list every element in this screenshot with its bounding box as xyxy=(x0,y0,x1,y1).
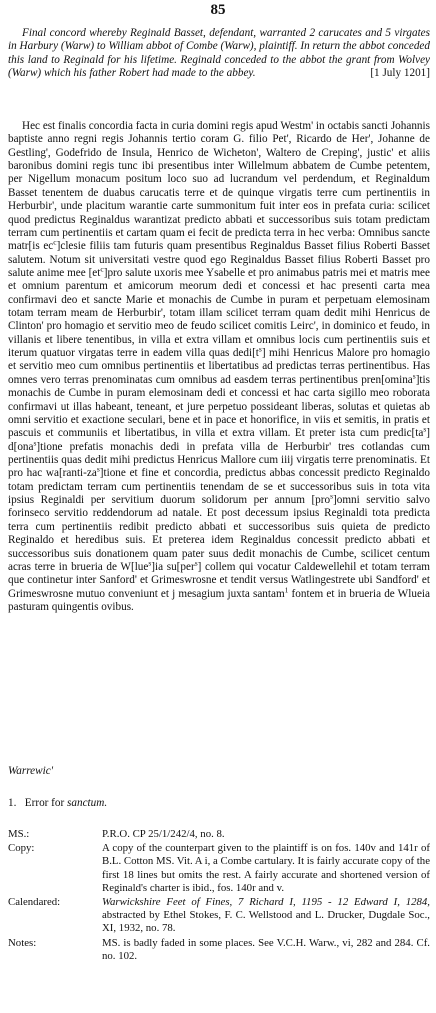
english-summary xyxy=(8,27,430,81)
note-label: MS.: xyxy=(8,828,30,840)
footnote-text: Error for xyxy=(24,797,65,809)
note-text xyxy=(102,896,430,936)
superscript-mark: s xyxy=(258,344,262,354)
note-text: A copy of the counterpart given to the plaintiff is on fos. 140v and 141r of B.L. Cotton MS. Vit. A i, a Combe cartulary. It is fairly accurate copy of the first 18 lines but omits the rest. A fairly accurate and shortened version of Reginald's charter is ibid., fos. 140r and v. xyxy=(102,842,430,894)
note-notes xyxy=(8,937,430,963)
latin-segment: ] mihi Henricus Malore pro homagio et servitio meo cum omnibus pertinentiis et libertatibus ad predictas terras pertinentibus. Has omnes vero terras prenominatas cum omnibus ad easdem terras pertinentibus pren[omina xyxy=(8,347,430,386)
summary-text: Final concord whereby Reginald Basset, defendant, warranted 2 carucates and 5 virgates in Harbury (Warw) to William abbot of Combe (Warw), plaintiff. In return the abbot conceded this land to Reginald for his lifetime. Reginald conceded to the abbot the grant from Wolvey (Warw) which his father Robert had made to the abbey. xyxy=(8,27,430,80)
note-rest: abstracted by Ethel Stokes, F. C. Wellstood and L. Drucker, Dugdale Soc., XI, 1932, no. 78. xyxy=(102,909,430,935)
latin-segment: ] d[ona xyxy=(8,427,430,453)
superscript-mark: s xyxy=(96,464,100,474)
footnote-number: 1. xyxy=(8,797,17,809)
superscript-mark: s xyxy=(194,558,198,568)
note-italic: Warwickshire Feet of Fines, 7 Richard I, 1195 - 12 Edward I, 1284, xyxy=(102,896,430,909)
superscript-mark: s xyxy=(330,491,333,501)
note-label: Calendared: xyxy=(8,896,61,909)
note-text: MS. is badly faded in some places. See V.C.H. Warw., vi, 282 and 284. Cf. no. 102. xyxy=(102,936,430,962)
latin-segment: Hec est finalis concordia facta in curia domini regis apud Westm' in octabis sancti Johannis baptiste anno regni regis Johannis tertio coram G. filio Pet', Ricardo de Her', Johanne de Gestling', Godefrido de Insula, Henrico de Wicheton', Waltero de Creping', justic' et aliis baronibus domini regis tunc ibi presentibus inter Willelmum abbatem de Cumbe petentem, per Nigellum monacum positum loco suo ad lucrandum vel perdendum, et Reginaldum Basset tenentem de duabus carucatis terre et de quinque virgatis terre cum pertinentiis in Herburbir', unde placitum warantie carte summonitum fuit inter eos in prefata curia: scilicet quod predictus Reginaldus warantizat predicto abbati et successoribus suis totam predictam terram cum pertinentiis et cartam quam ei fecit de predicta terra in hec verba: Omnibus sancte matr[is ec xyxy=(8,120,430,253)
page-number: 85 xyxy=(210,2,226,18)
endorsement: Warrewic' xyxy=(8,765,54,777)
superscript-mark: c xyxy=(100,264,104,274)
note-label: Copy: xyxy=(8,842,35,855)
apparatus-notes xyxy=(8,828,430,964)
note-calendared xyxy=(8,896,430,936)
latin-segment: ]omni servitio salvo forinseco servitio reddendorum ad natale. Et post decessum ipsius Reginaldi tota predicta terra cum pertinentiis redibit predicto abbati et successoribus suis quieta de predicto Reginaldo et heredibus suis. Et preterea idem Reginaldus concessit predicto abbati et successoribus suis donationem quam pater suus dedit monachis de Cumbe, scilicet centum acras terre in brueria de W[lue xyxy=(8,494,430,573)
superscript-mark: s xyxy=(33,437,37,447)
footnote-italic: sanctum. xyxy=(67,797,108,809)
superscript-mark: c xyxy=(53,237,57,247)
latin-segment: ]tione prefatis monachis dedi in prefata villa de Herburbir' tres cotlandas cum pertinentiis quas dedit mihi predictus Henricus Mallore cum iiij virgatis terre prenominatis. Et pro hac wa[ranti-za xyxy=(8,440,430,480)
latin-segment: fontem et in brueria de Wlueia pasturam quingentis ovibus. xyxy=(8,587,430,613)
latin-text xyxy=(8,120,430,614)
footnote-marker: 1 xyxy=(284,584,289,594)
latin-segment: ] collem qui vocatur Caldewellehil et totam terram que continetur inter Sanford' et Grimeswrosne et tendit versus Watlingestrete ubi Sandford' et Grimeswrosne mutuo conveniunt et j mesagium juxta santam xyxy=(8,560,431,600)
latin-segment: ]tione et fine et concordia, predictus abbas concessit predicto Reginaldo totam predictam terram cum pertinentiis tenendam de se et successoribus suis in tota vita ipsius Reginaldi per servitium duorum solidorum per annum [pro xyxy=(8,467,430,507)
superscript-mark: s xyxy=(423,424,427,434)
note-ms xyxy=(8,828,430,841)
note-copy xyxy=(8,842,430,895)
note-text: P.R.O. CP 25/1/242/4, no. 8. xyxy=(102,828,225,840)
latin-segment: ]pro salute uxoris mee Ysabelle et pro animabus patris mei et matris mee et omnium parentum et amicorum meorum dedi et concessi et hac presenti carta mea confirmavi deo et sancte Marie et monachis de Cumbe in puram et perpetuam elemosinam totam terram meam de Herburbir', totam illam scilicet terram quam dedit mihi Henricus de Clinton' pro homagio et servitio meo de feudo scilicet comitis Leirc', in dominico et feudo, in villanis et libere tenentibus, in villa et extra villam et omnibus locis cum pertinentiis suis et iterum quatuor virgatas terre in eadem villa quas dedi[t xyxy=(8,266,430,360)
latin-segment: ]clesie filiis tam futuris quam presentibus Reginaldus Basset filius Roberti Basset salutem. Notum sit universitati vestre quod ego Reginaldus Basset filius Roberti Basset pro salute anime mee [et xyxy=(8,240,430,279)
note-label: Notes: xyxy=(8,936,37,949)
footnote xyxy=(8,797,107,809)
superscript-mark: s xyxy=(148,558,152,568)
latin-segment: ]tis monachis de Cumbe in puram elemosinam dedi et concessi et hac carta sigillo meo roborata confirmavi ut illas habeant, teneant, et jure perpetuo possideant liberas, solutas et quietas ab omni servitio et exactione seculari, bene et in pace et honorifice, in viis et semitis, in pratis et pascuis et communiis et libertatibus, in villa et extra villam. Et preter ista cum predic[ta xyxy=(8,373,430,440)
latin-segment: ]ia su[per xyxy=(151,560,195,573)
summary-date: [1 July 1201] xyxy=(370,67,430,80)
superscript-mark: s xyxy=(412,371,416,381)
